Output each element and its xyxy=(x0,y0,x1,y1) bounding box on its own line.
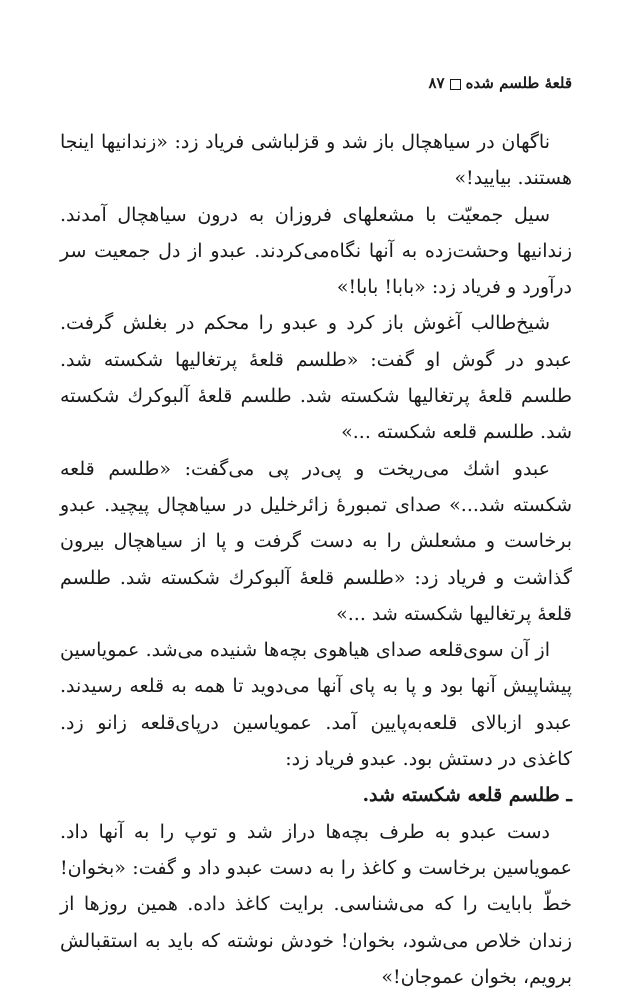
dialogue-line: ـ طلسم قلعه شکسته شد. xyxy=(362,784,572,807)
paragraph: ناگهان در سیاهچال باز شد و قزلباشی فریاد زد: «زندانیها اینجا هستند. بیایید!» xyxy=(60,131,572,190)
paragraph: عبدو اشك می‌ریخت و پی‌در پی می‌گفت: «طلسم قلعه شکسته شد...» صدای تمبورهٔ زائرخلیل در سیاهچال پیچید. عبدو برخاست و مشعلش را به دست گرفت و پا از سیاهچال بیرون گذاشت و فریاد زد: «طلسم قلعهٔ آلبوکرك شکسته شد. طلسم قلعهٔ پرتغالیها شکسته شد ...» xyxy=(60,457,572,625)
paragraph: شیخ‌طالب آغوش باز کرد و عبدو را محکم در بغلش گرفت. عبدو در گوش او گفت: «طلسم قلعهٔ پرتغالیها شکسته شد. طلسم قلعهٔ پرتغالیها شکسته شد. طلسم قلعهٔ آلبوکرك شکسته شد. طلسم قلعه شکسته ...» xyxy=(60,312,572,444)
header-title: قلعهٔ طلسم شده xyxy=(465,74,572,92)
running-header xyxy=(428,74,572,92)
page-number: ۸۷ xyxy=(428,74,445,92)
paragraph: سیل جمعیّت با مشعلهای فروزان به درون سیاهچال آمدند. زندانیها وحشت‌زده به آنها نگاه‌می‌کردند. عبدو از دل جمعیت سر درآورد و فریاد زد: «بابا! بابا!» xyxy=(60,203,572,299)
paragraph: دست عبدو به طرف بچه‌ها دراز شد و توپ را به آنها داد. عمویاسین برخاست و کاغذ را به دست عبدو داد و گفت: «بخوان! خطّ بابایت را که می‌شناسی. برایت کاغذ داده. همین روزها از زندان خلاص می‌شود، بخوان! خودش نوشته که باید به استقبالش برویم، بخوان عموجان!» xyxy=(60,820,572,988)
body-text xyxy=(60,124,572,995)
paragraph: از آن سوی‌قلعه صدای هیاهوی بچه‌ها شنیده می‌شد. عمویاسین پیشاپیش آنها بود و پا به پای آنها می‌دوید تا همه به قلعه رسیدند. عبدو ازبالای قلعه‌به‌پایین آمد. عمویاسین درپای‌قلعه زانو زد. کاغذی در دستش بود. عبدو فریاد زد: xyxy=(60,639,572,771)
square-separator-icon xyxy=(450,79,461,90)
